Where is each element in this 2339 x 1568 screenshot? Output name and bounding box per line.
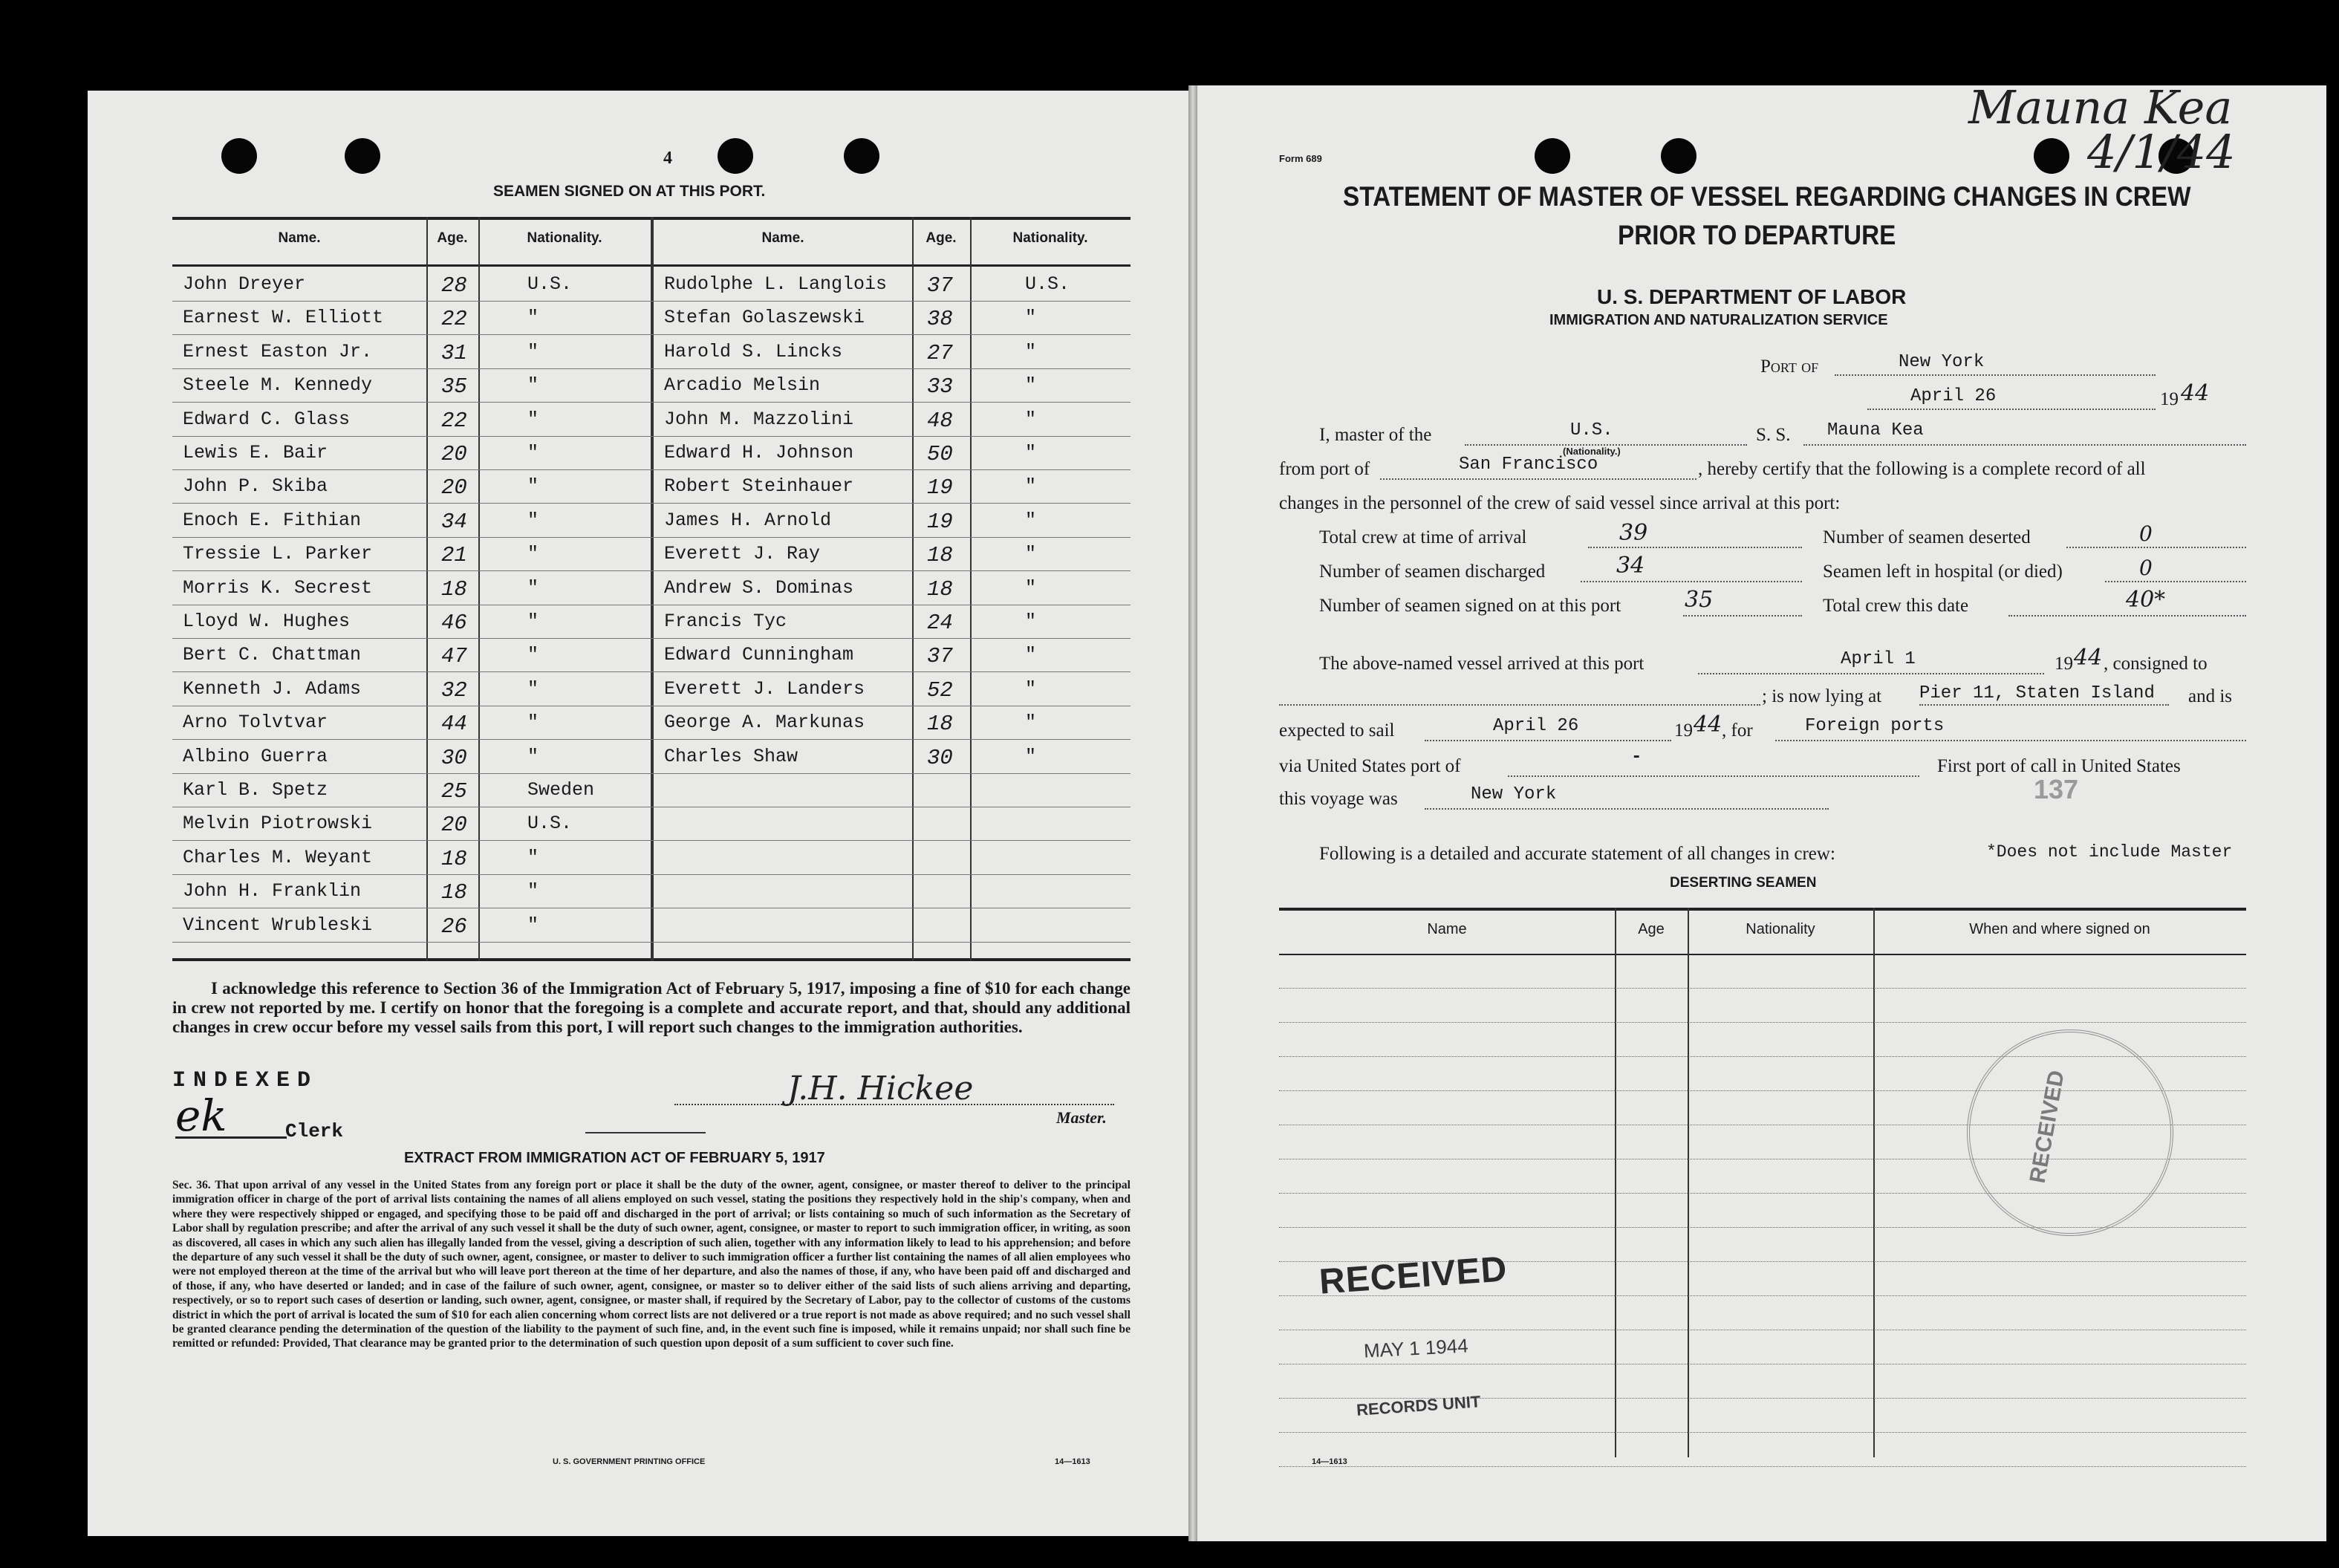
round-stamp-text: RECEIVED <box>2025 1068 2069 1185</box>
row-age: 37 <box>927 644 953 669</box>
table-row <box>1279 1022 2246 1023</box>
row-nationality: " <box>1025 408 1037 430</box>
nationality-caption: (Nationality.) <box>1563 446 1621 457</box>
table-row <box>172 706 1131 740</box>
total-arrival-label: Total crew at time of arrival <box>1319 527 1527 547</box>
row-nationality: " <box>1025 543 1037 565</box>
row-nationality: " <box>1025 611 1037 632</box>
received-date: MAY 1 1944 <box>1363 1334 1469 1362</box>
arrived-year: 44 <box>2074 645 2103 671</box>
deserted: 0 <box>2139 521 2153 546</box>
form-title-line2: PRIOR TO DEPARTURE <box>1618 220 1896 250</box>
deserted-label: Number of seamen deserted <box>1823 527 2031 547</box>
row-name: John H. Franklin <box>183 880 362 902</box>
row-age: 19 <box>927 475 953 501</box>
total-arrival-line <box>1588 547 1802 548</box>
voyage-label: this voyage was <box>1279 789 1398 809</box>
row-nationality: " <box>527 846 539 868</box>
row-nationality: U.S. <box>527 813 573 835</box>
table-row <box>172 605 1131 639</box>
row-age: 18 <box>441 880 467 905</box>
table-row <box>172 874 1131 908</box>
desert-header-age: Age <box>1638 921 1665 937</box>
extract-text: Sec. 36. That upon arrival of any vessel in the United States from any foreign port or place it shall be the duty of the owner, agent, consignee, or master thereof to deliver to the principal immigration officer in charge of the port of arrival lists containing the names of all aliens employed on such vessel, stating the positions they respectively hold in the ship's company, when and where they were respectively shipped or engaged, and specifying those to be paid off and discharged in the port of arrival; or lists containing so much of such information as the Secretary of Labor shall by regulation prescribe; and after the arrival of any such vessel it shall be the duty of such owner, agent, consignee, or master to report to such immigration officer, in writing, as soon as discovered, all cases in which any such alien has illegally landed from the vessel, giving a description of such alien, together with any information likely to lead to his apprehension; and before the departure of any such vessel it shall be the duty of such owner, agent, consignee, or master to deliver to such immigration officer a further list containing the names of all alien employees who were not employed thereon at the time of the arrival but who will leave port thereon at the time of her departure, and also the names of those, if any, who have been paid off and discharged and of those, if any, who have deserted or landed; and in case of the failure of such owner, agent, consignee, or master so to deliver either of the said lists of such aliens arriving and departing, respectively, or so to report such cases of desertion or landing, such owner, agent, consignee, or master shall, if required by the Secretary of Labor, pay to the collector of customs of the customs district in which the port of arrival is located the sum of $10 for each alien concerning whom correct lists are not delivered or a true report is not made as above required; and no such vessel shall be granted clearance pending the determination of the question of the liability to the payment of such fine, and, in the event such fine is imposed, while it remains unpaid; nor shall such fine be remitted or refunded: Provided, That clearance may be granted prior to the determination of such question upon deposit of a sum sufficient to cover such fine. <box>172 1179 1131 1350</box>
row-name: Everett J. Ray <box>664 543 821 565</box>
row-nationality: " <box>1025 712 1037 734</box>
clerk-label: Clerk <box>285 1120 344 1142</box>
row-name: Lewis E. Bair <box>183 442 328 463</box>
stamp-number: 137 <box>2034 774 2079 804</box>
row-age: 18 <box>441 846 467 871</box>
hospital-label: Seamen left in hospital (or died) <box>1823 562 2063 582</box>
row-nationality: U.S. <box>527 273 573 295</box>
row-nationality: " <box>527 712 539 734</box>
handwritten-ship: Mauna Kea <box>1968 80 2233 134</box>
consigned-label: , consigned to <box>2104 654 2208 674</box>
row-nationality: " <box>1025 644 1037 666</box>
header-nationality: Nationality. <box>527 230 602 246</box>
punch-hole <box>2034 138 2069 174</box>
table-row <box>172 436 1131 470</box>
acknowledgement: I acknowledge this reference to Section 36 of the Immigration Act of February 5, 1917, imposing a fine of $10 for each change in crew not reported by me. I certify on honor that the foregoing is a complete and accurate report, and that, should any additional changes in crew occur before my vessel sails from this port, I will report such changes to the immigration authorities. <box>172 979 1131 1036</box>
row-name: Edward H. Johnson <box>664 442 854 463</box>
table-row <box>172 537 1131 571</box>
master-of-label: I, master of the <box>1319 425 1432 445</box>
service: IMMIGRATION AND NATURALIZATION SERVICE <box>1549 312 1888 328</box>
row-age: 25 <box>441 779 467 804</box>
row-age: 18 <box>441 576 467 602</box>
row-nationality: " <box>527 374 539 397</box>
for-line <box>1775 740 2246 741</box>
desert-header-when-where: When and where signed on <box>1969 921 2150 937</box>
from-port-line <box>1380 478 1696 480</box>
right-form-code: 14—1613 <box>1312 1457 1347 1466</box>
row-name: Arcadio Melsin <box>664 374 821 397</box>
form-title-line1: STATEMENT OF MASTER OF VESSEL REGARDING CHANGES IN CREW <box>1343 181 2191 212</box>
desert-header-name: Name <box>1427 921 1467 937</box>
row-nationality: " <box>527 307 539 329</box>
table-row <box>1279 988 2246 989</box>
port-of-label: Port of <box>1760 357 1819 377</box>
row-age: 19 <box>927 509 953 534</box>
row-age: 18 <box>927 543 953 568</box>
row-name: Edward C. Glass <box>183 408 351 430</box>
crew-table <box>172 217 1131 961</box>
column-rule <box>1873 908 1875 1457</box>
row-name: Morris K. Secrest <box>183 576 373 599</box>
first-port-label: First port of call in United States <box>1937 756 2181 776</box>
punch-hole <box>844 138 879 174</box>
header-name: Name. <box>278 230 321 246</box>
signed-on-line <box>1683 615 1802 617</box>
row-age: 21 <box>441 543 467 568</box>
page-number: 4 <box>663 149 672 168</box>
table-row <box>172 335 1131 369</box>
row-name: Robert Steinhauer <box>664 475 854 498</box>
row-nationality: " <box>527 611 539 632</box>
row-nationality: " <box>527 576 539 599</box>
discharged-label: Number of seamen discharged <box>1319 562 1546 582</box>
row-age: 22 <box>441 408 467 433</box>
date-value: April 26 <box>1910 386 1997 406</box>
arrived-year-prefix: 19 <box>2055 654 2073 674</box>
via-label: via United States port of <box>1279 756 1461 776</box>
row-nationality: " <box>527 509 539 531</box>
row-age: 27 <box>927 340 953 365</box>
header-nationality: Nationality. <box>1012 230 1088 246</box>
table-row <box>172 841 1131 875</box>
port-of-line <box>1835 374 2156 376</box>
received-stamp: RECEIVED <box>1318 1249 1509 1302</box>
table-row <box>172 908 1131 943</box>
lying-label: ; is now lying at <box>1762 686 1882 706</box>
punch-hole <box>345 138 380 174</box>
page-fold <box>1188 85 1197 1541</box>
for-label: , for <box>1722 720 1753 741</box>
row-age: 20 <box>441 813 467 838</box>
row-name: Stefan Golaszewski <box>664 307 865 329</box>
expected-date: April 26 <box>1493 716 1579 736</box>
row-nationality: " <box>527 880 539 902</box>
total-date: 40* <box>2126 587 2166 613</box>
voyage-line <box>1425 808 1829 810</box>
round-received-stamp <box>1967 1029 2173 1236</box>
ss-label: S. S. <box>1756 425 1791 445</box>
row-name: Harold S. Lincks <box>664 340 843 362</box>
handwritten-date: 4/1/44 <box>2087 125 2236 179</box>
row-age: 46 <box>441 611 467 635</box>
note: *Does not include Master <box>1986 842 2233 862</box>
clerk-line <box>175 1136 287 1139</box>
table-row <box>172 773 1131 807</box>
arrived-label: The above-named vessel arrived at this port <box>1319 654 1645 674</box>
row-name: James H. Arnold <box>664 509 832 531</box>
via-line <box>1508 775 1919 777</box>
port-of-value: New York <box>1899 352 1985 372</box>
row-age: 30 <box>441 745 467 770</box>
expected-line <box>1425 740 1671 741</box>
row-age: 44 <box>441 712 467 737</box>
total-date-label: Total crew this date <box>1823 596 1969 616</box>
from-port-label: from port of <box>1279 459 1370 479</box>
row-name: Charles Shaw <box>664 745 798 767</box>
header-age: Age. <box>925 230 957 246</box>
deserting-title: DESERTING SEAMEN <box>1670 875 1817 891</box>
row-name: Francis Tyc <box>664 611 787 632</box>
signed-on-label: Number of seamen signed on at this port <box>1319 596 1621 616</box>
row-nationality: " <box>1025 442 1037 463</box>
table-row <box>172 672 1131 706</box>
table-row <box>172 403 1131 437</box>
form-number: Form 689 <box>1279 153 1322 164</box>
extract-title: EXTRACT FROM IMMIGRATION ACT OF FEBRUARY 5, 1917 <box>404 1150 825 1166</box>
column-rule <box>1615 908 1616 1457</box>
row-age: 32 <box>441 677 467 703</box>
following-label: Following is a detailed and accurate statement of all changes in crew: <box>1319 844 1835 864</box>
records-unit: RECORDS UNIT <box>1356 1392 1482 1419</box>
row-name: Rudolphe L. Langlois <box>664 273 888 295</box>
lying-line <box>1919 704 2169 706</box>
printing-office: U. S. GOVERNMENT PRINTING OFFICE <box>553 1457 706 1466</box>
table-row <box>172 469 1131 504</box>
row-name: Lloyd W. Hughes <box>183 611 351 632</box>
punch-hole <box>221 138 257 174</box>
row-age: 48 <box>927 408 953 433</box>
row-age: 28 <box>441 273 467 298</box>
expected-label: expected to sail <box>1279 720 1395 741</box>
row-name: John M. Mazzolini <box>664 408 854 430</box>
row-name: Tressie L. Parker <box>183 543 373 565</box>
punch-hole <box>718 138 753 174</box>
table-row <box>1279 1432 2246 1433</box>
date-line <box>1867 409 2156 410</box>
table-row <box>172 267 1131 302</box>
row-age: 22 <box>441 307 467 332</box>
row-nationality: " <box>527 677 539 700</box>
row-nationality: " <box>1025 745 1037 767</box>
discharged-line <box>1581 581 1802 582</box>
row-age: 24 <box>927 611 953 635</box>
department: U. S. DEPARTMENT OF LABOR <box>1597 285 1907 308</box>
signed-on: 35 <box>1685 587 1714 613</box>
row-nationality: " <box>1025 677 1037 700</box>
row-age: 30 <box>927 745 953 770</box>
master-signature: J.H. Hickee <box>787 1070 974 1107</box>
row-nationality: " <box>527 745 539 767</box>
row-name: Charles M. Weyant <box>183 846 373 868</box>
row-name: John P. Skiba <box>183 475 328 498</box>
row-name: Earnest W. Elliott <box>183 307 384 329</box>
row-age: 47 <box>441 644 467 669</box>
row-nationality: " <box>527 442 539 463</box>
hospital-line <box>2105 581 2246 582</box>
row-nationality: " <box>527 408 539 430</box>
row-nationality: " <box>1025 374 1037 397</box>
table-row <box>1279 1466 2246 1467</box>
row-name: George A. Markunas <box>664 712 865 734</box>
arrived-line <box>1698 673 2044 674</box>
for-dest: Foreign ports <box>1805 716 1945 736</box>
left-title: SEAMEN SIGNED ON AT THIS PORT. <box>493 183 766 200</box>
row-age: 33 <box>927 374 953 400</box>
row-age: 20 <box>441 475 467 501</box>
row-nationality: " <box>1025 340 1037 362</box>
date-year: 44 <box>2181 380 2210 406</box>
row-name: Albino Guerra <box>183 745 328 767</box>
table-row <box>172 368 1131 403</box>
total-date-line <box>2008 615 2246 617</box>
expected-year: 44 <box>1694 712 1722 738</box>
row-age: 26 <box>441 914 467 939</box>
row-name: Steele M. Kennedy <box>183 374 373 397</box>
consignee-line <box>1279 704 1760 706</box>
row-age: 37 <box>927 273 953 298</box>
table-row <box>1279 1295 2246 1296</box>
ship-name: Mauna Kea <box>1827 420 1924 440</box>
row-age: 38 <box>927 307 953 332</box>
row-age: 50 <box>927 442 953 466</box>
row-name: Vincent Wrubleski <box>183 914 373 936</box>
arrived-date: April 1 <box>1841 649 1916 669</box>
table-row <box>172 301 1131 335</box>
master-label: Master. <box>1056 1108 1107 1127</box>
indexed-stamp: INDEXED <box>172 1068 319 1093</box>
lying-at: Pier 11, Staten Island <box>1919 683 2155 703</box>
table-row <box>172 740 1131 774</box>
signature-line <box>585 1132 706 1133</box>
row-name: Enoch E. Fithian <box>183 509 362 531</box>
row-nationality: " <box>527 644 539 666</box>
total-arrival: 39 <box>1619 520 1648 546</box>
table-row <box>172 807 1131 841</box>
row-nationality: " <box>1025 475 1037 498</box>
changes-text: changes in the personnel of the crew of said vessel since arrival at this port: <box>1279 493 1841 513</box>
discharged: 34 <box>1616 553 1645 579</box>
table-row <box>172 571 1131 605</box>
row-age: 31 <box>441 340 467 365</box>
row-nationality: " <box>1025 307 1037 329</box>
desert-header-nationality: Nationality <box>1746 921 1815 937</box>
table-row <box>172 504 1131 538</box>
clerk-initials: ek <box>175 1090 227 1141</box>
row-age: 52 <box>927 677 953 703</box>
left-form-code: 14—1613 <box>1055 1457 1090 1466</box>
row-name: Kenneth J. Adams <box>183 677 362 700</box>
punch-hole <box>1661 138 1696 174</box>
deserted-line <box>2066 547 2246 548</box>
via-port: - <box>1631 747 1642 767</box>
expected-year-prefix: 19 <box>1674 720 1693 741</box>
row-nationality: Sweden <box>527 779 595 801</box>
hospital: 0 <box>2139 556 2153 580</box>
row-name: John Dreyer <box>183 273 306 295</box>
row-age: 35 <box>441 374 467 400</box>
row-name: Melvin Piotrowski <box>183 813 373 835</box>
row-nationality: " <box>1025 509 1037 531</box>
row-name: Edward Cunningham <box>664 644 854 666</box>
row-age: 34 <box>441 509 467 534</box>
from-port: San Francisco <box>1459 455 1598 475</box>
table-rule <box>1279 954 2246 955</box>
header-name: Name. <box>761 230 804 246</box>
row-nationality: " <box>527 340 539 362</box>
row-name: Ernest Easton Jr. <box>183 340 373 362</box>
header-age: Age. <box>437 230 468 246</box>
row-age: 18 <box>927 712 953 737</box>
column-rule <box>1688 908 1689 1457</box>
row-name: Arno Tolvtvar <box>183 712 328 734</box>
table-row <box>172 638 1131 672</box>
date-year-prefix: 19 <box>2160 389 2179 409</box>
certify-text: , hereby certify that the following is a complete record of all <box>1698 459 2146 479</box>
row-nationality: " <box>1025 576 1037 599</box>
ship-name-line <box>1803 444 2246 446</box>
row-nationality: " <box>527 475 539 498</box>
row-age: 20 <box>441 442 467 466</box>
row-name: Bert C. Chattman <box>183 644 362 666</box>
row-name: Andrew S. Dominas <box>664 576 854 599</box>
row-nationality: " <box>527 914 539 936</box>
row-nationality: " <box>527 543 539 565</box>
row-nationality: U.S. <box>1025 273 1070 295</box>
row-age: 18 <box>927 576 953 602</box>
first-port: New York <box>1471 784 1557 804</box>
row-name: Karl B. Spetz <box>183 779 328 801</box>
nationality-value: U.S. <box>1570 420 1613 440</box>
table-rule <box>1279 908 2246 911</box>
punch-hole <box>1535 138 1570 174</box>
and-is: and is <box>2188 686 2233 706</box>
row-name: Everett J. Landers <box>664 677 865 700</box>
